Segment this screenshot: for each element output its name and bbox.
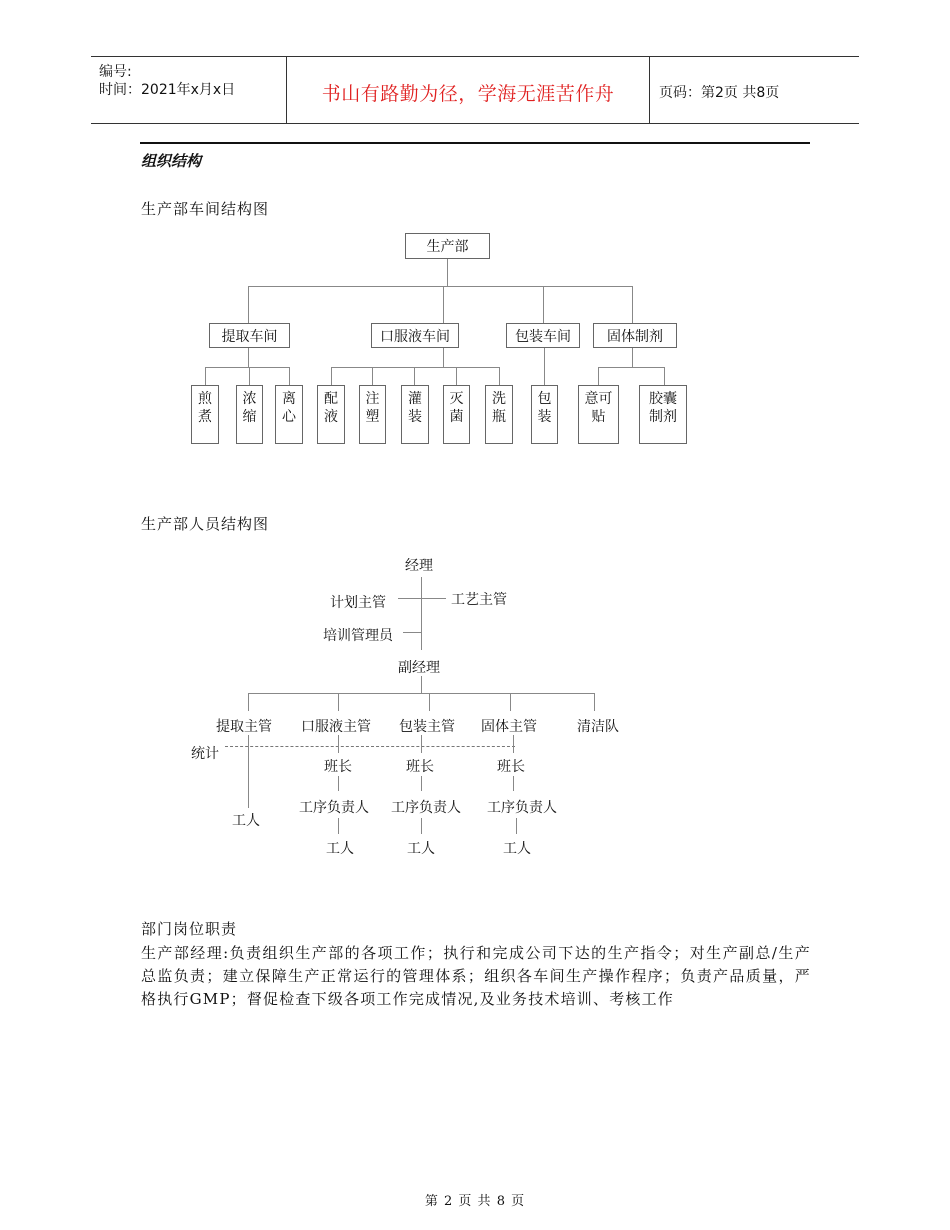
connector bbox=[414, 367, 415, 385]
org-node-unit: 胶囊 制剂 bbox=[639, 385, 687, 444]
staff-node-cleaning-team: 清洁队 bbox=[577, 719, 619, 735]
document-number: 编号: bbox=[99, 64, 132, 80]
connector bbox=[421, 676, 422, 693]
connector bbox=[338, 776, 339, 791]
workshop-chart-title: 生产部车间结构图 bbox=[141, 200, 270, 218]
connector bbox=[398, 598, 446, 599]
duties-title: 部门岗位职责 bbox=[141, 920, 238, 938]
connector bbox=[403, 632, 421, 633]
connector bbox=[331, 367, 499, 368]
staff-node-team-leader: 班长 bbox=[324, 759, 352, 775]
staff-node-process-lead: 工序负责人 bbox=[299, 800, 369, 816]
connector bbox=[516, 818, 517, 834]
section-title: 组织结构 bbox=[141, 152, 202, 170]
connector bbox=[513, 735, 514, 753]
staff-node-training-admin: 培训管理员 bbox=[323, 628, 393, 644]
staff-node-supervisor: 口服液主管 bbox=[301, 719, 371, 735]
page-footer: 第 2 页 共 8 页 bbox=[424, 1194, 526, 1209]
connector bbox=[248, 286, 249, 324]
org-node-unit: 洗 瓶 bbox=[485, 385, 513, 444]
connector bbox=[632, 286, 633, 324]
staff-node-worker: 工人 bbox=[503, 841, 531, 857]
connector bbox=[598, 367, 664, 368]
connector bbox=[544, 347, 545, 385]
connector bbox=[249, 367, 250, 385]
section-rule bbox=[140, 142, 810, 144]
connector bbox=[421, 577, 422, 650]
org-node-unit: 意可 贴 bbox=[578, 385, 619, 444]
staff-node-plan-supervisor: 计划主管 bbox=[330, 595, 386, 611]
connector bbox=[248, 693, 249, 711]
header-page-cell bbox=[650, 57, 859, 123]
header-meta-cell bbox=[91, 57, 287, 123]
staff-node-worker: 工人 bbox=[326, 841, 354, 857]
staff-node-worker: 工人 bbox=[232, 813, 260, 829]
org-node-unit: 配 液 bbox=[317, 385, 345, 444]
org-node-unit: 注 塑 bbox=[359, 385, 386, 444]
org-node-production-dept: 生产部 bbox=[405, 233, 490, 259]
connector bbox=[248, 286, 632, 287]
org-node-unit: 离 心 bbox=[275, 385, 303, 444]
connector bbox=[248, 735, 249, 808]
connector bbox=[447, 258, 448, 286]
org-node-unit: 包 装 bbox=[531, 385, 558, 444]
header-motto: 书山有路勤为径，学海无涯苦作舟 bbox=[321, 83, 615, 105]
connector bbox=[421, 735, 422, 753]
duties-paragraph: 生产部经理:负责组织生产部的各项工作；执行和完成公司下达的生产指令；对生产副总/生产总监负责；建立保障生产正常运行的管理体系；组织各车间生产操作程序；负责产品质量，严格执行GMP；督促检查下级各项工作完成情况,及业务技术培训、考核工作 bbox=[141, 944, 811, 1008]
connector bbox=[289, 367, 290, 385]
staff-node-team-leader: 班长 bbox=[406, 759, 434, 775]
staff-node-statistics: 统计 bbox=[191, 746, 219, 762]
connector bbox=[421, 776, 422, 791]
connector bbox=[372, 367, 373, 385]
connector bbox=[499, 367, 500, 385]
connector bbox=[513, 776, 514, 791]
connector bbox=[338, 693, 339, 711]
connector bbox=[331, 367, 332, 385]
connector bbox=[248, 347, 249, 367]
document-time: 时间：2021年x月x日 bbox=[99, 82, 236, 98]
org-node-workshop: 固体制剂 bbox=[593, 323, 677, 348]
org-node-unit: 浓 缩 bbox=[236, 385, 263, 444]
staff-chart-title: 生产部人员结构图 bbox=[141, 515, 270, 533]
org-node-workshop: 包装车间 bbox=[506, 323, 580, 348]
connector bbox=[510, 693, 511, 711]
staff-node-process-lead: 工序负责人 bbox=[487, 800, 557, 816]
connector bbox=[421, 818, 422, 834]
org-node-workshop: 提取车间 bbox=[209, 323, 290, 348]
staff-node-process-lead: 工序负责人 bbox=[391, 800, 461, 816]
connector bbox=[248, 693, 594, 694]
staff-node-process-supervisor: 工艺主管 bbox=[451, 592, 507, 608]
connector bbox=[594, 693, 595, 711]
connector bbox=[598, 367, 599, 385]
staff-node-worker: 工人 bbox=[407, 841, 435, 857]
connector bbox=[632, 347, 633, 367]
connector bbox=[205, 367, 206, 385]
org-node-unit: 灭 菌 bbox=[443, 385, 470, 444]
org-node-unit: 灌 装 bbox=[401, 385, 429, 444]
org-node-workshop: 口服液车间 bbox=[371, 323, 459, 348]
connector bbox=[543, 286, 544, 324]
staff-node-deputy-manager: 副经理 bbox=[398, 660, 440, 676]
staff-node-supervisor: 固体主管 bbox=[481, 719, 537, 735]
connector bbox=[338, 818, 339, 834]
connector bbox=[205, 367, 289, 368]
connector bbox=[456, 367, 457, 385]
staff-node-manager: 经理 bbox=[405, 558, 433, 574]
staff-node-supervisor: 提取主管 bbox=[216, 719, 272, 735]
connector bbox=[429, 693, 430, 711]
org-node-unit: 煎 煮 bbox=[191, 385, 219, 444]
connector bbox=[338, 735, 339, 753]
staff-node-team-leader: 班长 bbox=[497, 759, 525, 775]
statistics-dashed-line bbox=[225, 746, 515, 747]
header-page-number: 页码：第2页 共8页 bbox=[659, 85, 780, 101]
connector bbox=[664, 367, 665, 385]
page-header bbox=[91, 56, 859, 124]
connector bbox=[443, 347, 444, 367]
staff-node-supervisor: 包装主管 bbox=[399, 719, 455, 735]
connector bbox=[443, 286, 444, 324]
header-motto-cell bbox=[287, 57, 650, 123]
